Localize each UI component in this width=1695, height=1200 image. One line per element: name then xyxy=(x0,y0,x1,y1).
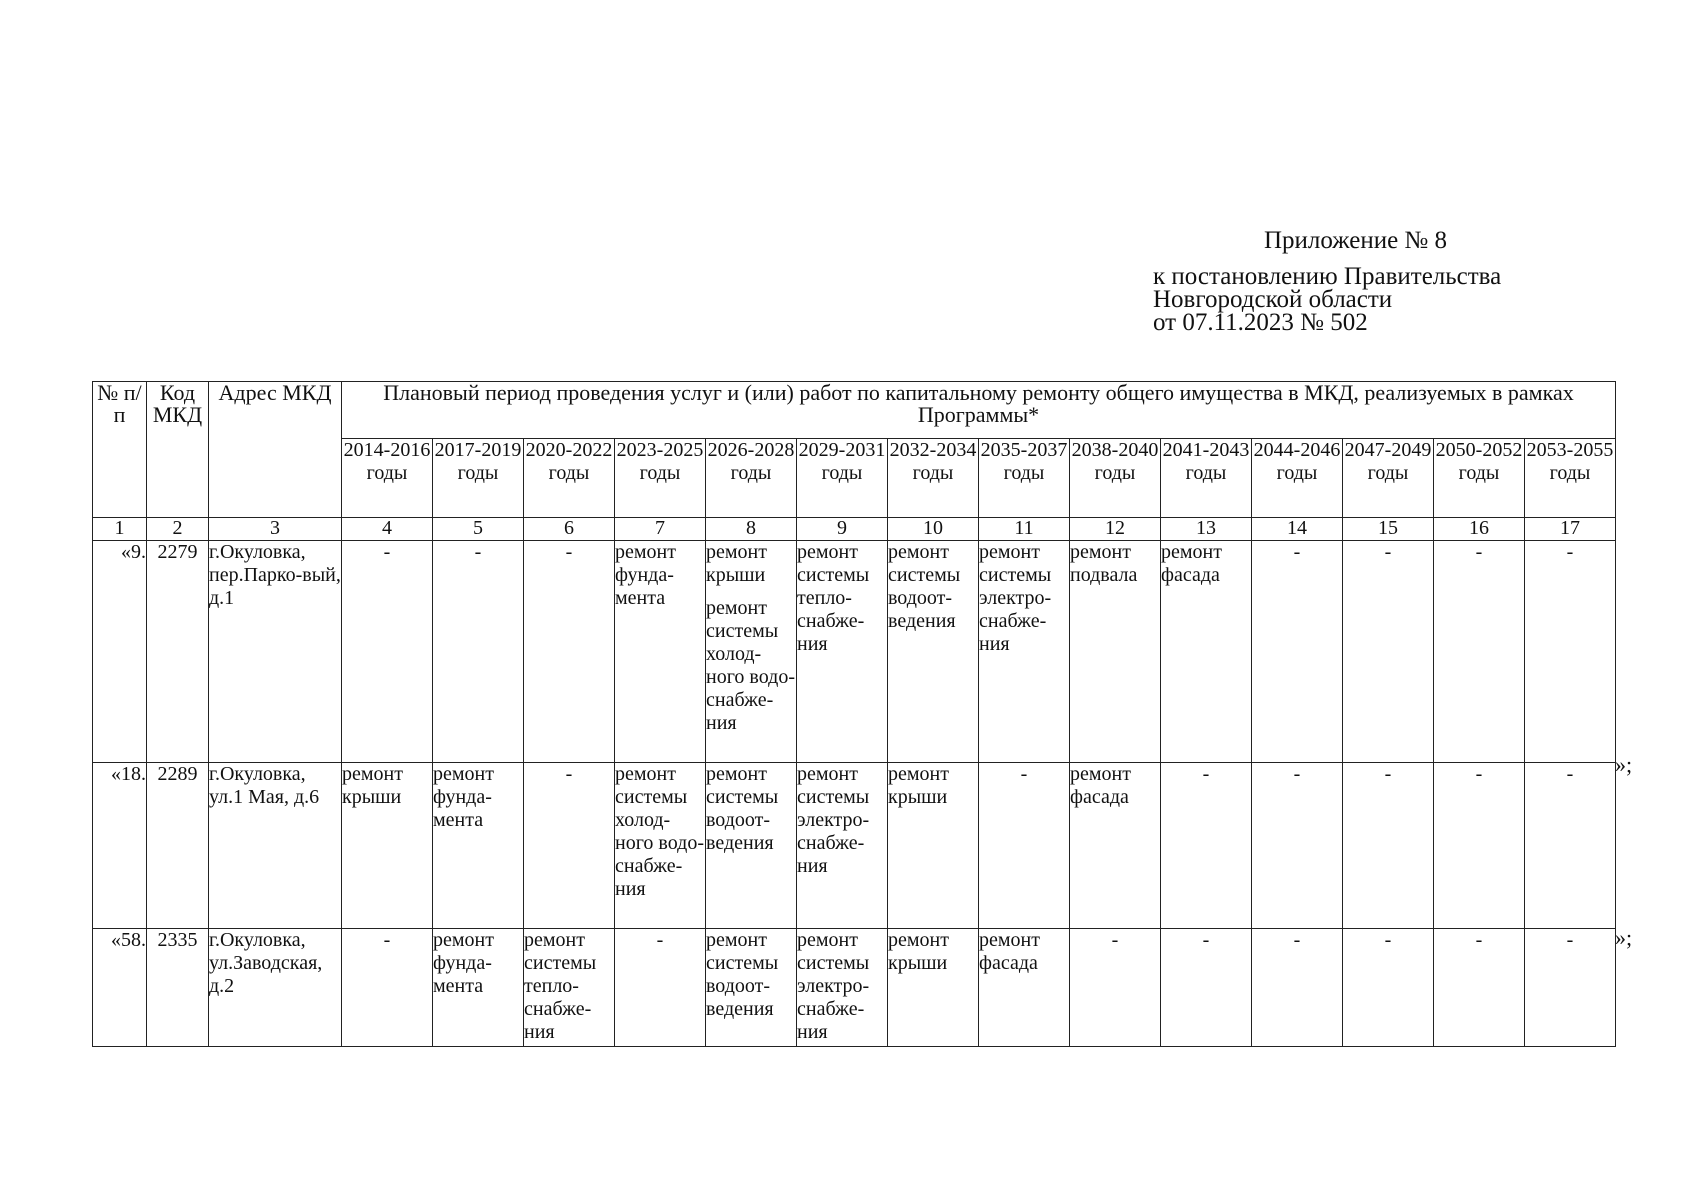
building-address: г.Окуловка, ул.1 Мая, д.6 xyxy=(209,763,342,929)
work-cell xyxy=(433,541,524,763)
work-cell xyxy=(1070,929,1161,1047)
work-cell xyxy=(1161,541,1252,763)
work-entry: - xyxy=(1475,763,1483,785)
header-line-2: Новгородской области xyxy=(1153,286,1393,313)
work-entry: - xyxy=(1566,541,1574,563)
period-header: 2014-2016 годы xyxy=(342,439,433,518)
work-cell xyxy=(615,929,706,1047)
row-end-mark: »; xyxy=(1615,752,1633,777)
period-header: 2026-2028 годы xyxy=(706,439,797,518)
column-number: 14 xyxy=(1252,518,1343,541)
period-header: 2029-2031 годы xyxy=(797,439,888,518)
work-entry: ремонт крыши xyxy=(888,929,949,974)
work-entry: - xyxy=(1202,763,1210,785)
header-line-1: к постановлению Правительства xyxy=(1153,263,1502,290)
work-cell xyxy=(797,763,888,929)
appendix-title: Приложение № 8 xyxy=(1264,227,1448,254)
work-entry: - xyxy=(1293,763,1301,785)
col-header-address: Адрес МКД xyxy=(209,382,342,518)
work-entry: - xyxy=(1293,541,1301,563)
work-entry: ремонт системы тепло-снабже-ния xyxy=(797,541,870,655)
work-cell xyxy=(1252,763,1343,929)
work-entry: - xyxy=(1475,929,1483,951)
period-title: Плановый период проведения услуг и (или) работ по капитальному ремонту общего имущества в МКД, реализуемых в рамках Программы* xyxy=(342,382,1616,439)
work-entry: - xyxy=(565,763,573,785)
column-number: 4 xyxy=(342,518,433,541)
work-cell xyxy=(888,929,979,1047)
work-entry: - xyxy=(383,929,391,951)
building-code: 2335 xyxy=(147,929,209,1047)
column-number: 5 xyxy=(433,518,524,541)
work-entry: ремонт системы водоот-ведения xyxy=(888,541,961,632)
work-entry: ремонт фунда-мента xyxy=(615,541,676,609)
building-code: 2279 xyxy=(147,541,209,763)
work-cell xyxy=(1434,763,1525,929)
column-number: 13 xyxy=(1161,518,1252,541)
work-cell xyxy=(979,763,1070,929)
header-line-3: от 07.11.2023 № 502 xyxy=(1153,309,1368,336)
work-cell xyxy=(342,929,433,1047)
work-entry: - xyxy=(1475,541,1483,563)
building-code: 2289 xyxy=(147,763,209,929)
work-cell xyxy=(1070,763,1161,929)
work-cell xyxy=(706,929,797,1047)
column-number: 7 xyxy=(615,518,706,541)
work-cell xyxy=(1252,541,1343,763)
work-cell xyxy=(1434,541,1525,763)
work-cell xyxy=(1252,929,1343,1047)
work-cell xyxy=(524,763,615,929)
period-header: 2053-2055 годы xyxy=(1525,439,1616,518)
work-entry: ремонт системы тепло-снабже-ния xyxy=(524,929,597,1043)
work-cell xyxy=(797,929,888,1047)
work-entry: ремонт системы водоот-ведения xyxy=(706,929,779,1020)
column-number-row xyxy=(93,518,1616,541)
work-cell xyxy=(888,541,979,763)
work-cell xyxy=(615,763,706,929)
work-entry: - xyxy=(383,541,391,563)
work-cell xyxy=(797,541,888,763)
row-number: «18. xyxy=(93,763,147,929)
row-number: «9. xyxy=(93,541,147,763)
work-cell xyxy=(1525,541,1616,763)
work-entry: - xyxy=(1384,541,1392,563)
period-header: 2047-2049 годы xyxy=(1343,439,1434,518)
building-address: г.Окуловка, пер.Парко-вый, д.1 xyxy=(209,541,342,763)
column-number: 9 xyxy=(797,518,888,541)
work-entry: - xyxy=(1566,929,1574,951)
work-cell xyxy=(1161,763,1252,929)
work-entry: ремонт крыши xyxy=(706,541,767,586)
work-cell xyxy=(524,541,615,763)
period-header: 2050-2052 годы xyxy=(1434,439,1525,518)
work-cell xyxy=(342,763,433,929)
period-header: 2041-2043 годы xyxy=(1161,439,1252,518)
work-entry: ремонт крыши xyxy=(888,763,949,808)
work-entry: ремонт подвала xyxy=(1070,541,1138,586)
work-entry: - xyxy=(1384,929,1392,951)
work-entry: - xyxy=(1202,929,1210,951)
column-number: 2 xyxy=(147,518,209,541)
work-cell xyxy=(1525,763,1616,929)
work-cell xyxy=(1343,763,1434,929)
work-entry: ремонт системы электро-снабже-ния xyxy=(979,541,1052,655)
work-entry: ремонт фасада xyxy=(1070,763,1131,808)
work-entry: ремонт системы холод-ного водо-снабже-ния xyxy=(706,597,795,734)
col-header-code: Код МКД xyxy=(147,382,209,518)
work-cell xyxy=(1070,541,1161,763)
work-cell xyxy=(1525,929,1616,1047)
row-number: «58. xyxy=(93,929,147,1047)
work-cell xyxy=(433,763,524,929)
table-row xyxy=(93,929,1616,1047)
work-entry: ремонт фасада xyxy=(979,929,1040,974)
work-cell xyxy=(615,541,706,763)
building-address: г.Окуловка, ул.Заводская, д.2 xyxy=(209,929,342,1047)
work-cell xyxy=(888,763,979,929)
work-entry: - xyxy=(1384,763,1392,785)
table-row xyxy=(93,763,1616,929)
work-cell xyxy=(979,929,1070,1047)
period-header: 2017-2019 годы xyxy=(433,439,524,518)
work-entry: - xyxy=(565,541,573,563)
column-number: 3 xyxy=(209,518,342,541)
work-entry: ремонт фунда-мента xyxy=(433,763,494,831)
work-cell xyxy=(524,929,615,1047)
work-entry: ремонт фасада xyxy=(1161,541,1222,586)
work-cell xyxy=(1343,541,1434,763)
work-cell xyxy=(1434,929,1525,1047)
work-cell xyxy=(706,763,797,929)
period-header: 2044-2046 годы xyxy=(1252,439,1343,518)
work-entry: - xyxy=(474,541,482,563)
table-body xyxy=(93,541,1616,1047)
period-header: 2023-2025 годы xyxy=(615,439,706,518)
period-header: 2020-2022 годы xyxy=(524,439,615,518)
work-cell xyxy=(1343,929,1434,1047)
row-end-mark: »; xyxy=(1615,925,1633,950)
period-header: 2035-2037 годы xyxy=(979,439,1070,518)
column-number: 8 xyxy=(706,518,797,541)
work-cell xyxy=(433,929,524,1047)
work-entry: ремонт системы холод-ного водо-снабже-ния xyxy=(615,763,704,900)
column-number: 11 xyxy=(979,518,1070,541)
column-number: 6 xyxy=(524,518,615,541)
work-entry: ремонт системы электро-снабже-ния xyxy=(797,763,870,877)
work-cell xyxy=(979,541,1070,763)
column-number: 1 xyxy=(93,518,147,541)
plan-table xyxy=(92,381,1616,1047)
work-entry: ремонт системы водоот-ведения xyxy=(706,763,779,854)
work-entry: - xyxy=(1293,929,1301,951)
work-entry: ремонт фунда-мента xyxy=(433,929,494,997)
column-number: 10 xyxy=(888,518,979,541)
work-entry: ремонт системы электро-снабже-ния xyxy=(797,929,870,1043)
work-cell xyxy=(706,541,797,763)
work-entry: - xyxy=(656,929,664,951)
period-header: 2032-2034 годы xyxy=(888,439,979,518)
column-number: 15 xyxy=(1343,518,1434,541)
work-cell xyxy=(342,541,433,763)
column-number: 17 xyxy=(1525,518,1616,541)
work-entry: - xyxy=(1020,763,1028,785)
work-entry: ремонт крыши xyxy=(342,763,403,808)
work-cell xyxy=(1161,929,1252,1047)
table-row xyxy=(93,541,1616,763)
column-number: 12 xyxy=(1070,518,1161,541)
work-entry: - xyxy=(1111,929,1119,951)
column-number: 16 xyxy=(1434,518,1525,541)
period-header: 2038-2040 годы xyxy=(1070,439,1161,518)
col-header-num: № п/п xyxy=(93,382,147,518)
work-entry: - xyxy=(1566,763,1574,785)
